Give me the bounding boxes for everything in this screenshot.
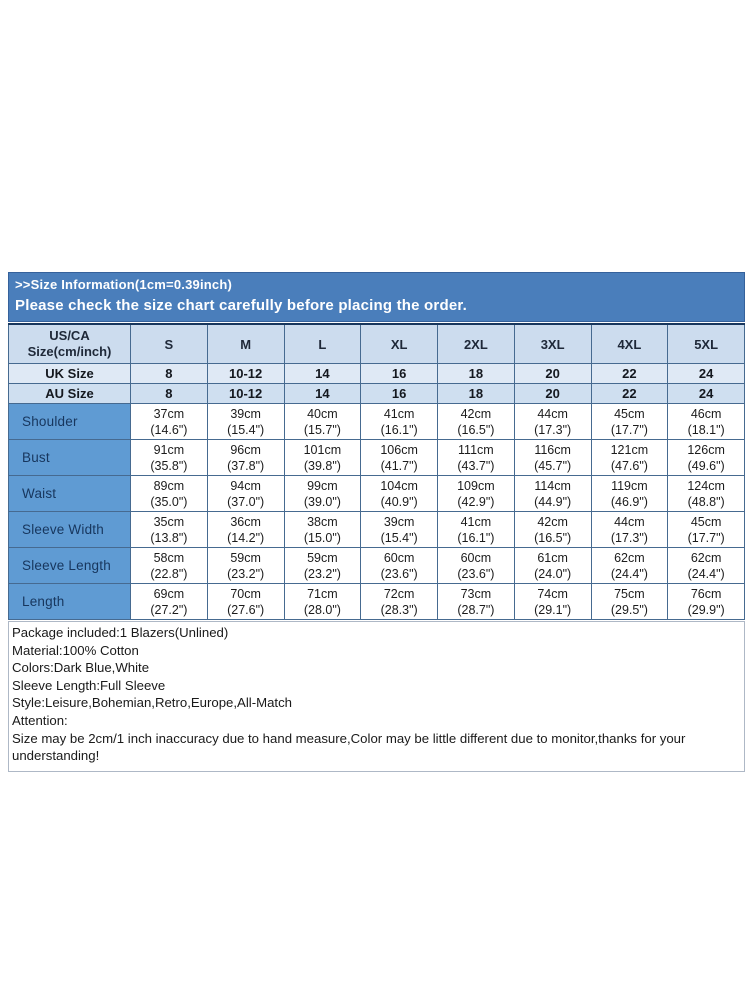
measurement-cell: 91cm (35.8") <box>131 440 208 476</box>
measurement-cell: 76cm (29.9") <box>668 584 745 620</box>
column-header-s: S <box>131 324 208 364</box>
uk-size-cell: 20 <box>514 364 591 384</box>
uk-size-cell: 24 <box>668 364 745 384</box>
measurement-cell: 96cm (37.8") <box>207 440 284 476</box>
measurement-cell: 111cm (43.7") <box>438 440 515 476</box>
table-header-row <box>9 324 745 364</box>
measurement-row-sleeve-length <box>9 548 745 584</box>
uk-size-cell: 8 <box>131 364 208 384</box>
measurement-row-sleeve-width <box>9 512 745 548</box>
corner-header-cell <box>9 324 131 364</box>
row-label-length: Length <box>9 584 131 620</box>
product-notes <box>8 621 745 772</box>
column-header-2xl: 2XL <box>438 324 515 364</box>
uk-size-cell: 22 <box>591 364 668 384</box>
note-material: Material:100% Cotton <box>12 642 139 658</box>
measurement-cell: 74cm (29.1") <box>514 584 591 620</box>
measurement-row-length <box>9 584 745 620</box>
uk-size-cell: 18 <box>438 364 515 384</box>
au-size-cell: 10-12 <box>207 384 284 404</box>
measurement-cell: 58cm (22.8") <box>131 548 208 584</box>
measurement-cell: 99cm (39.0") <box>284 476 361 512</box>
measurement-cell: 75cm (29.5") <box>591 584 668 620</box>
measurement-cell: 121cm (47.6") <box>591 440 668 476</box>
au-size-cell: 20 <box>514 384 591 404</box>
uk-size-row <box>9 364 745 384</box>
measurement-cell: 45cm (17.7") <box>668 512 745 548</box>
au-size-cell: 24 <box>668 384 745 404</box>
measurement-cell: 70cm (27.6") <box>207 584 284 620</box>
size-table <box>8 323 745 620</box>
measurement-cell: 59cm (23.2") <box>284 548 361 584</box>
note-style: Style:Leisure,Bohemian,Retro,Europe,All-Match <box>12 695 293 711</box>
uk-size-cell: 14 <box>284 364 361 384</box>
uk-size-label: UK Size <box>9 364 131 384</box>
row-label-waist: Waist <box>9 476 131 512</box>
measurement-cell: 116cm (45.7") <box>514 440 591 476</box>
measurement-cell: 106cm (41.7") <box>361 440 438 476</box>
measurement-cell: 41cm (16.1") <box>361 404 438 440</box>
note-package: Package included:1 Blazers(Unlined) <box>12 625 229 640</box>
measurement-cell: 42cm (16.5") <box>438 404 515 440</box>
size-chart-content <box>8 272 745 772</box>
measurement-cell: 35cm (13.8") <box>131 512 208 548</box>
measurement-cell: 44cm (17.3") <box>591 512 668 548</box>
measurement-cell: 61cm (24.0") <box>514 548 591 584</box>
measurement-cell: 39cm (15.4") <box>207 404 284 440</box>
column-header-4xl: 4XL <box>591 324 668 364</box>
measurement-row-waist <box>9 476 745 512</box>
measurement-cell: 62cm (24.4") <box>668 548 745 584</box>
measurement-cell: 119cm (46.9") <box>591 476 668 512</box>
note-colors: Colors:Dark Blue,White <box>12 660 150 676</box>
measurement-cell: 72cm (28.3") <box>361 584 438 620</box>
au-size-row <box>9 384 745 404</box>
au-size-cell: 16 <box>361 384 438 404</box>
column-header-3xl: 3XL <box>514 324 591 364</box>
measurement-cell: 46cm (18.1") <box>668 404 745 440</box>
measurement-cell: 104cm (40.9") <box>361 476 438 512</box>
measurement-cell: 62cm (24.4") <box>591 548 668 584</box>
note-sleeve: Sleeve Length:Full Sleeve <box>12 677 166 693</box>
measurement-cell: 114cm (44.9") <box>514 476 591 512</box>
au-size-cell: 14 <box>284 384 361 404</box>
measurement-row-shoulder <box>9 404 745 440</box>
corner-header-line2: Size(cm/inch) <box>27 344 112 359</box>
measurement-cell: 101cm (39.8") <box>284 440 361 476</box>
measurement-cell: 109cm (42.9") <box>438 476 515 512</box>
measurement-cell: 41cm (16.1") <box>438 512 515 548</box>
au-size-cell: 18 <box>438 384 515 404</box>
measurement-cell: 124cm (48.8") <box>668 476 745 512</box>
uk-size-cell: 16 <box>361 364 438 384</box>
measurement-cell: 73cm (28.7") <box>438 584 515 620</box>
note-disclaimer: Size may be 2cm/1 inch inaccuracy due to hand measure,Color may be little different due to monitor,thanks for your understanding! <box>12 730 686 764</box>
measurement-cell: 45cm (17.7") <box>591 404 668 440</box>
measurement-cell: 69cm (27.2") <box>131 584 208 620</box>
row-label-sleeve-length: Sleeve Length <box>9 548 131 584</box>
row-label-shoulder: Shoulder <box>9 404 131 440</box>
measurement-cell: 42cm (16.5") <box>514 512 591 548</box>
row-label-sleeve-width: Sleeve Width <box>9 512 131 548</box>
measurement-cell: 40cm (15.7") <box>284 404 361 440</box>
corner-header-line1: US/CA <box>49 328 90 343</box>
column-header-5xl: 5XL <box>668 324 745 364</box>
measurement-cell: 94cm (37.0") <box>207 476 284 512</box>
uk-size-cell: 10-12 <box>207 364 284 384</box>
au-size-cell: 22 <box>591 384 668 404</box>
measurement-row-bust <box>9 440 745 476</box>
measurement-cell: 38cm (15.0") <box>284 512 361 548</box>
au-size-cell: 8 <box>131 384 208 404</box>
measurement-cell: 59cm (23.2") <box>207 548 284 584</box>
au-size-label: AU Size <box>9 384 131 404</box>
measurement-cell: 44cm (17.3") <box>514 404 591 440</box>
column-header-l: L <box>284 324 361 364</box>
measurement-cell: 37cm (14.6") <box>131 404 208 440</box>
column-header-xl: XL <box>361 324 438 364</box>
measurement-cell: 89cm (35.0") <box>131 476 208 512</box>
measurement-cell: 60cm (23.6") <box>438 548 515 584</box>
measurement-cell: 36cm (14.2") <box>207 512 284 548</box>
size-info-banner <box>8 272 745 322</box>
banner-subtitle: Please check the size chart carefully before placing the order. <box>15 297 467 314</box>
banner-title: >>Size Information(1cm=0.39inch) <box>15 277 232 292</box>
column-header-m: M <box>207 324 284 364</box>
measurement-cell: 71cm (28.0") <box>284 584 361 620</box>
note-attention: Attention: <box>12 712 68 728</box>
measurement-cell: 126cm (49.6") <box>668 440 745 476</box>
measurement-cell: 39cm (15.4") <box>361 512 438 548</box>
measurement-cell: 60cm (23.6") <box>361 548 438 584</box>
row-label-bust: Bust <box>9 440 131 476</box>
